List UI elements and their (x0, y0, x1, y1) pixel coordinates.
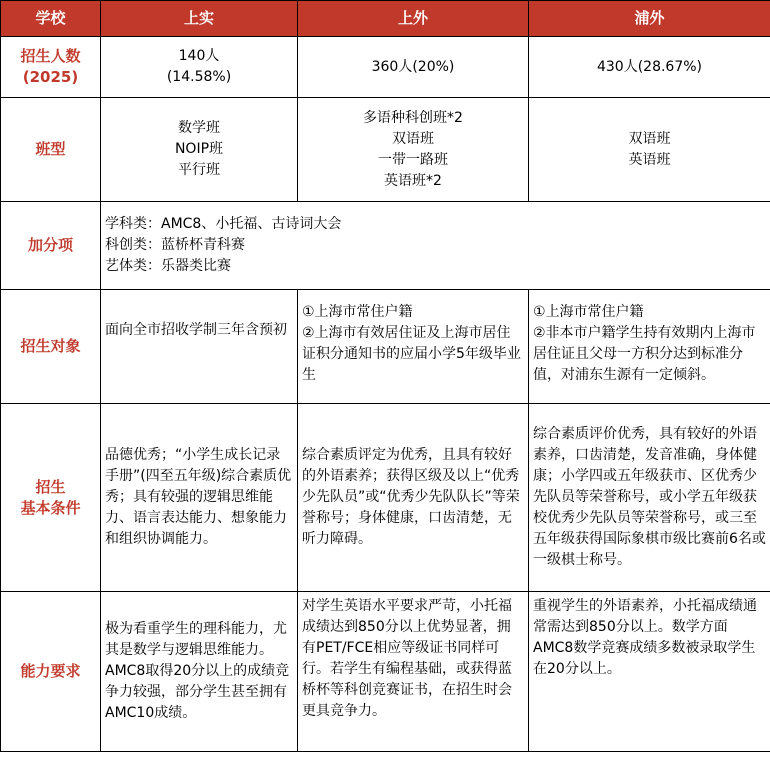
cell-enrollment-puwai: 430人(28.67%) (529, 37, 770, 98)
row-target (1, 290, 770, 404)
cell-class-type-puwai: 双语班 英语班 (529, 98, 770, 202)
cell-ability-puwai: 重视学生的外语素养，小托福成绩通常需达到850分以上。数学方面AMC8数学竞赛成绩多数被录取学生在20分以上。 (529, 592, 770, 752)
row-ability (1, 592, 770, 752)
header-school: 学校 (1, 1, 101, 37)
cell-bonus: 学科类：AMC8、小托福、古诗词大会 科创类：蓝桥杯青科赛 艺体类：乐器类比赛 (101, 202, 770, 290)
cell-basic-shangwai: 综合素质评定为优秀，且具有较好的外语素养；获得区级及以上“优秀少先队员”或“优秀少先队队长”等荣誉称号；身体健康，口齿清楚，无听力障碍。 (298, 404, 529, 592)
row-class-type (1, 98, 770, 202)
label-class-type: 班型 (1, 98, 101, 202)
header-shangwai: 上外 (298, 1, 529, 37)
cell-target-shangshi: 面向全市招收学制三年含预初 (101, 290, 298, 404)
cell-basic-puwai: 综合素质评价优秀，具有较好的外语素养，口齿清楚，发音准确，身体健康；小学四或五年级获市、区优秀少先队员等荣誉称号，或小学五年级获校优秀少先队员等荣誉称号，或三至五年级获得国际象棋市级比赛前6名或一级棋士称号。 (529, 404, 770, 592)
label-basic: 招生 基本条件 (1, 404, 101, 592)
cell-enrollment-shangwai: 360人(20%) (298, 37, 529, 98)
cell-basic-shangshi: 品德优秀；“小学生成长记录手册”(四至五年级)综合素质优秀；具有较强的逻辑思维能力、语言表达能力、想象能力和组织协调能力。 (101, 404, 298, 592)
label-ability: 能力要求 (1, 592, 101, 752)
cell-enrollment-shangshi: 140人 (14.58%) (101, 37, 298, 98)
header-puwai: 浦外 (529, 1, 770, 37)
cell-class-type-shangwai: 多语种科创班*2 双语班 一带一路班 英语班*2 (298, 98, 529, 202)
cell-target-shangwai: ①上海市常住户籍 ②上海市有效居住证及上海市居住证积分通知书的应届小学5年级毕业生 (298, 290, 529, 404)
cell-ability-shangwai: 对学生英语水平要求严苛，小托福成绩达到850分以上优势显著，拥有PET/FCE相应等级证书同样可行。若学生有编程基础，或获得蓝桥杯等科创竞赛证书，在招生时会更具竞争力。 (298, 592, 529, 752)
cell-ability-shangshi: 极为看重学生的理科能力，尤其是数学与逻辑思维能力。AMC8取得20分以上的成绩竞争力较强，部分学生甚至拥有AMC10成绩。 (101, 592, 298, 752)
row-enrollment (1, 37, 770, 98)
label-bonus: 加分项 (1, 202, 101, 290)
cell-class-type-shangshi: 数学班 NOIP班 平行班 (101, 98, 298, 202)
cell-target-puwai: ①上海市常住户籍 ②非本市户籍学生持有效期内上海市居住证且父母一方积分达到标准分值，对浦东生源有一定倾斜。 (529, 290, 770, 404)
header-shangshi: 上实 (101, 1, 298, 37)
header-row (1, 1, 770, 37)
label-enrollment: 招生人数 (2025) (1, 37, 101, 98)
row-bonus (1, 202, 770, 290)
row-basic (1, 404, 770, 592)
label-target: 招生对象 (1, 290, 101, 404)
